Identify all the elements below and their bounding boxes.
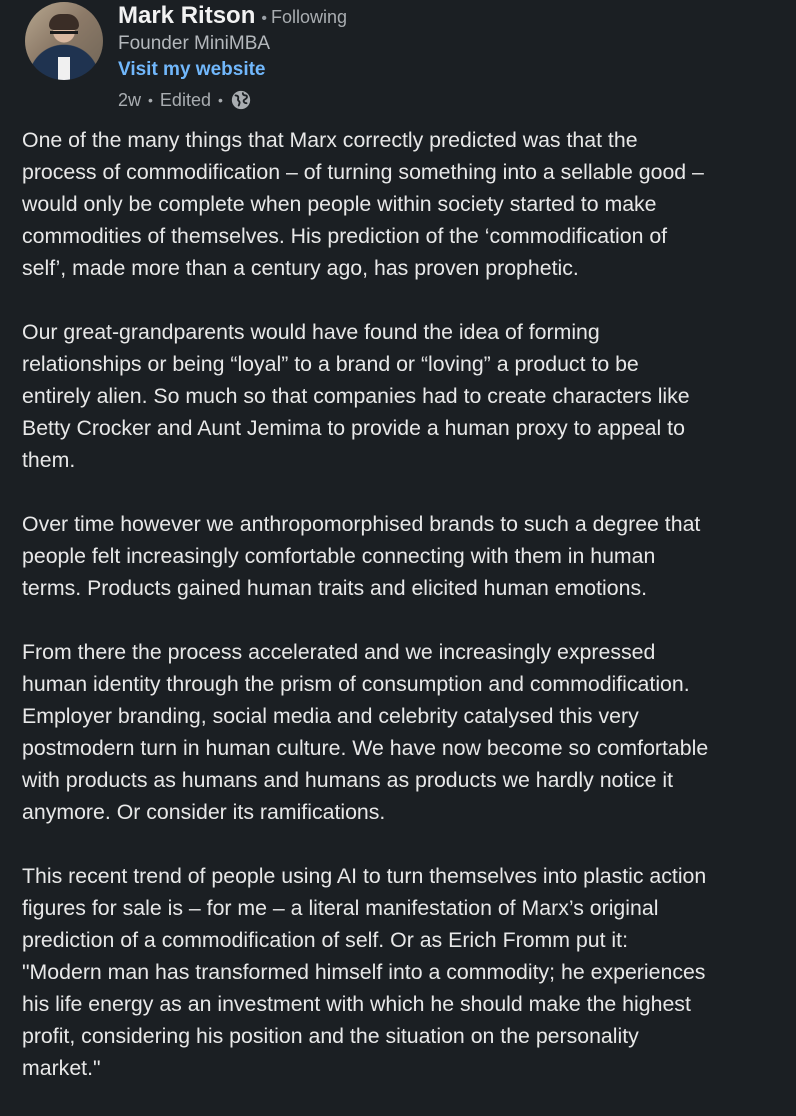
avatar-hair [49,14,79,30]
name-row [118,2,347,31]
post-paragraph: From there the process accelerated and we increasingly expressed human identity through the prism of consumption and commodification. Employer branding, social media and celebrity catalysed this very postmodern turn in human culture. We have now become so comfortable with products as humans and humans as products we hardly notice it anymore. Or consider its ramifications. [22,640,709,824]
post-header [25,2,347,114]
author-meta [118,2,347,114]
avatar-shirt [58,57,70,80]
post-paragraph: Our great-grandparents would have found the idea of forming relationships or being “loyal” to a brand or “loving” a product to be entirely alien. So much so that companies had to create characters like Betty Crocker and Aunt Jemima to provide a human proxy to appeal to them. [22,320,690,472]
post-timestamp: 2w [118,89,142,110]
post-timestamp-row [118,87,347,114]
edited-label: Edited [159,89,211,110]
post-paragraph: One of the many things that Marx correctly predicted was that the process of commodification – of turning something into a sellable good – would only be complete when people within society started to make commodities of themselves. His prediction of the ‘commodification of self’, made more than a century ago, has proven prophetic. [22,128,704,280]
website-link[interactable]: Visit my website [118,58,266,80]
author-name[interactable]: Mark Ritson [118,2,256,29]
post-paragraph: This recent trend of people using AI to turn themselves into plastic action figures for sale is – for me – a literal manifestation of Marx’s original prediction of a commodification of self. Or as Erich Fromm put it: "Modern man has transformed himself into a commodity; he experiences his life energy as an investment with which he should make the highest profit, considering his position and the situation on the personality market." [22,864,707,1080]
separator-dot: • [148,92,153,109]
separator-dot: • [217,92,223,109]
globe-icon [230,89,252,111]
avatar-glasses [50,31,78,39]
follow-status: Following [270,7,348,27]
separator-dot: • [261,10,267,27]
avatar[interactable] [25,2,103,80]
author-headline: Founder MiniMBA [118,33,271,55]
post-body [22,124,792,1116]
post-paragraph: Over time however we anthropomorphised brands to such a degree that people felt increasingly comfortable connecting with them in human terms. Products gained human traits and elicited human emotions. [22,512,701,600]
